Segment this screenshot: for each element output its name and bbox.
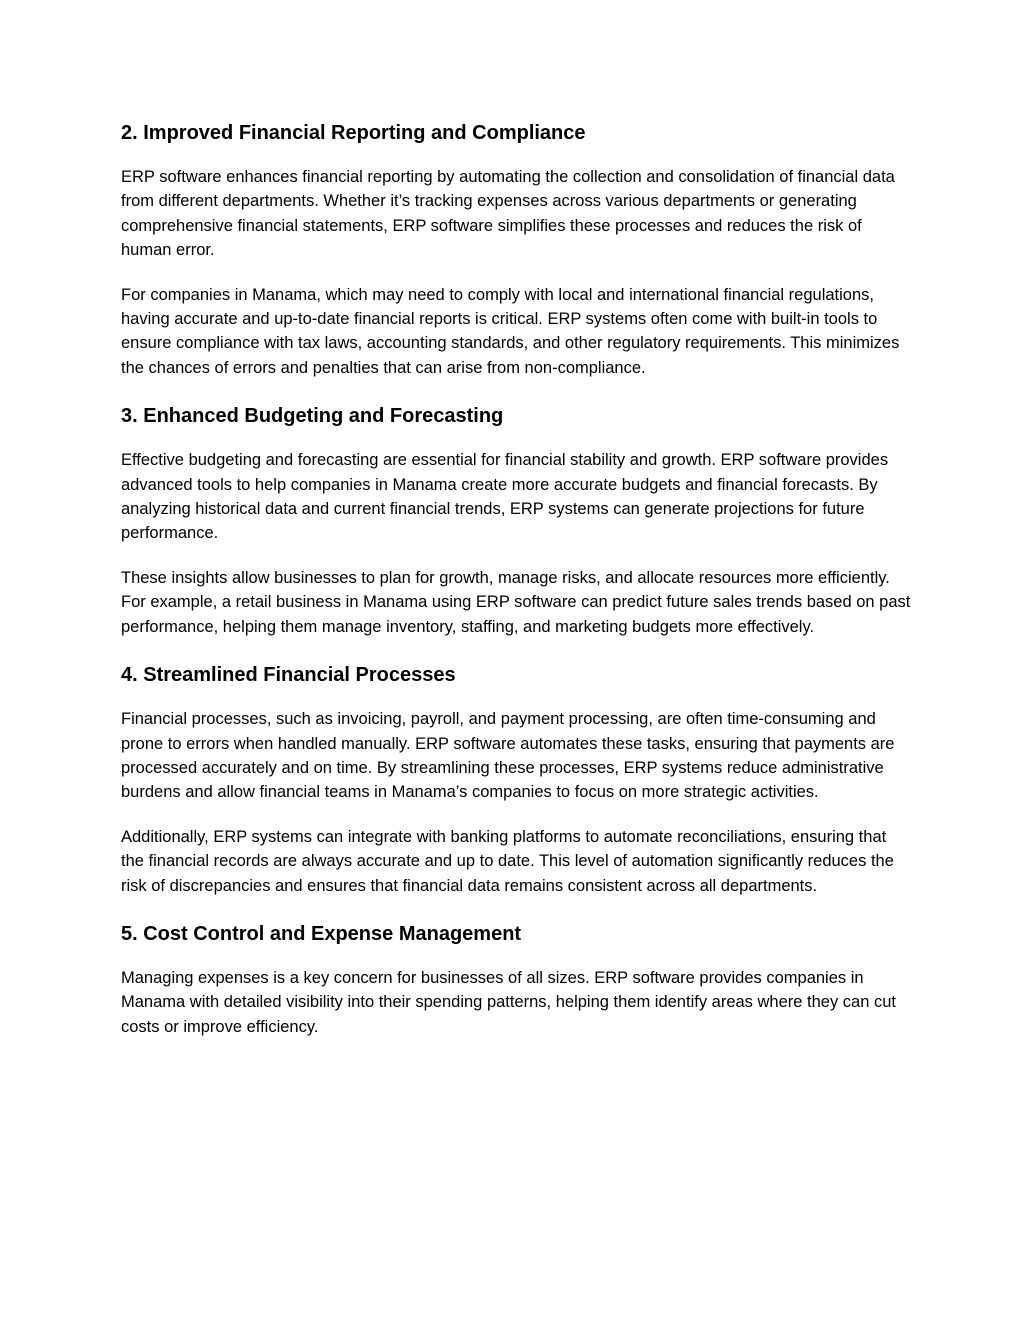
section-heading: 3. Enhanced Budgeting and Forecasting — [121, 405, 504, 428]
paragraph: These insights allow businesses to plan for growth, manage risks, and allocate resources more efficiently. For example, a retail business in Manama using ERP software can predict future sales trends based on past performance, helping them manage inventory, staffing, and marketing budgets more effectively. — [121, 568, 911, 636]
paragraph: ERP software enhances financial reporting by automating the collection and consolidation of financial data from different departments. Whether it’s tracking expenses across various departments or generating comprehensive financial statements, ERP software simplifies these processes and reduces the risk of human error. — [121, 168, 895, 260]
section-streamlined-processes — [121, 661, 911, 898]
paragraph: Additionally, ERP systems can integrate with banking platforms to automate reconciliations, ensuring that the financial records are always accurate and up to date. This level of automation significantly reduces the risk of discrepancies and ensures that financial data remains consistent across all departments. — [121, 827, 894, 895]
section-heading: 4. Streamlined Financial Processes — [121, 664, 456, 687]
section-cost-control — [121, 920, 911, 1039]
section-financial-reporting — [121, 119, 911, 380]
document-body — [121, 119, 911, 1059]
section-heading: 2. Improved Financial Reporting and Compliance — [121, 122, 586, 144]
paragraph: Effective budgeting and forecasting are essential for financial stability and growth. ERP software provides advanced tools to help companies in Manama create more accurate budgets and financial forecasts. By analyzing historical data and current financial trends, ERP systems can generate projections for future performance. — [121, 451, 889, 543]
section-budgeting-forecasting — [121, 402, 911, 639]
section-heading: 5. Cost Control and Expense Management — [121, 922, 522, 945]
paragraph: Managing expenses is a key concern for businesses of all sizes. ERP software provides companies in Manama with detailed visibility into their spending patterns, helping them identify areas where they can cut costs or improve efficiency. — [121, 968, 897, 1036]
paragraph: Financial processes, such as invoicing, payroll, and payment processing, are often time-consuming and prone to errors when handled manually. ERP software automates these tasks, ensuring that payments are processed accurately and on time. By streamlining these processes, ERP systems reduce administrative burdens and allow financial teams in Manama’s companies to focus on more strategic activities. — [121, 710, 895, 802]
paragraph: For companies in Manama, which may need to comply with local and international financial regulations, having accurate and up-to-date financial reports is critical. ERP systems often come with built-in tools to ensure compliance with tax laws, accounting standards, and other regulatory requirements. This minimizes the chances of errors and penalties that can arise from non-compliance. — [121, 285, 900, 377]
